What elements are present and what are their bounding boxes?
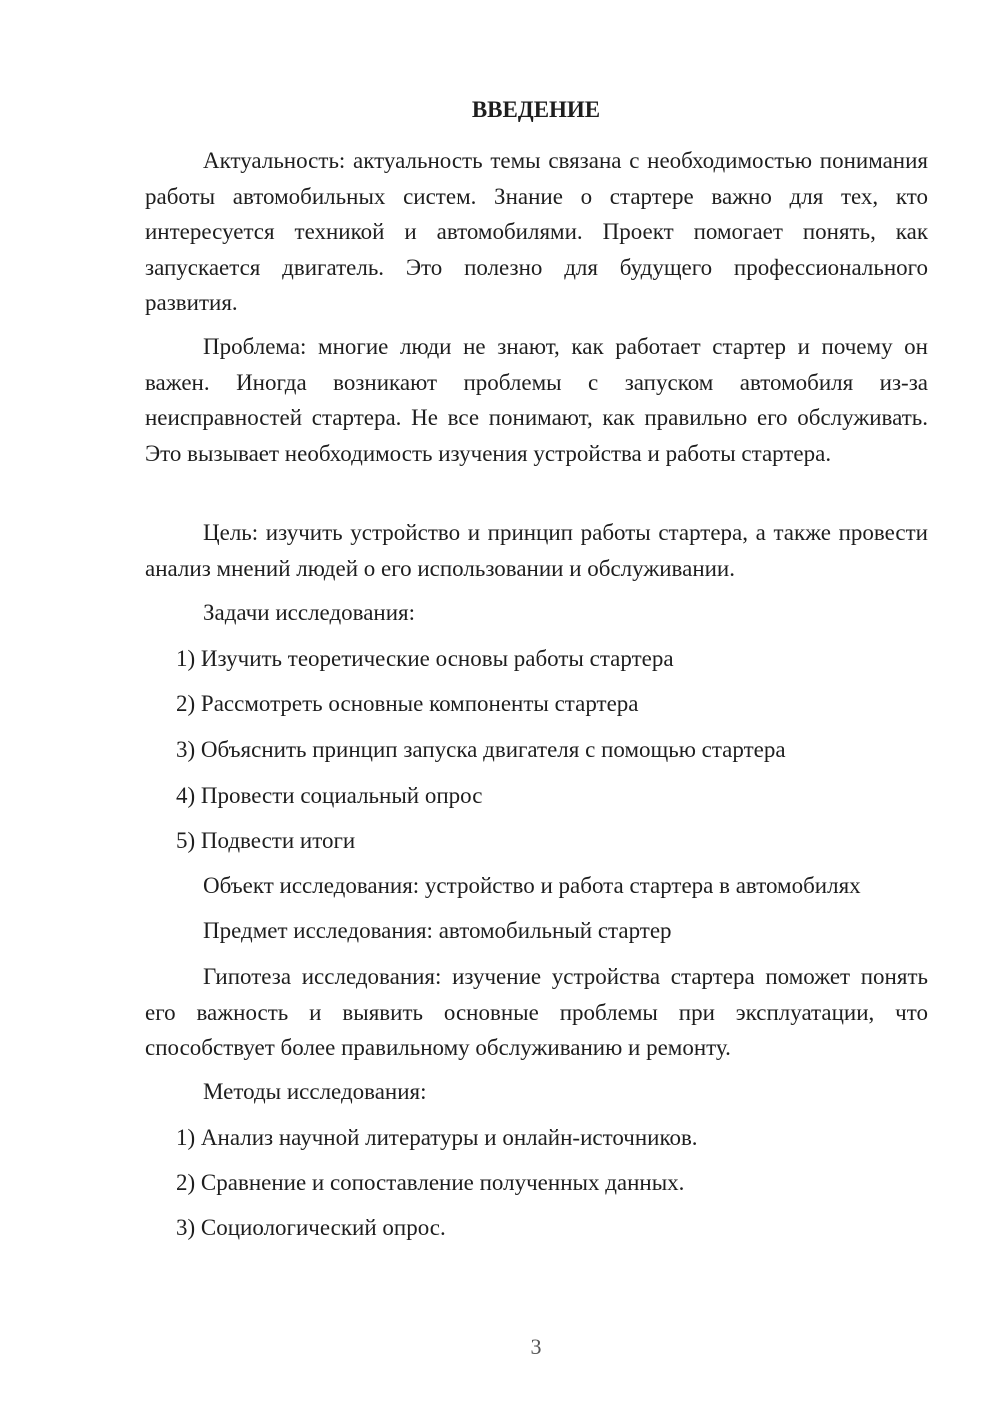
research-subject: Предмет исследования: автомобильный стартер <box>203 918 672 943</box>
task-item-2: 2) Рассмотреть основные компоненты стартера <box>176 691 639 716</box>
task-item-4: 4) Провести социальный опрос <box>176 783 483 808</box>
task-item-3: 3) Объяснить принцип запуска двигателя с помощью стартера <box>176 737 786 762</box>
methods-title: Методы исследования: <box>203 1079 427 1104</box>
task-item-1: 1) Изучить теоретические основы работы стартера <box>176 646 674 671</box>
hypothesis-paragraph: Гипотеза исследования: изучение устройства стартера поможет понять его важность и выявить основные проблемы при эксплуатации, что способствует более правильному обслуживанию и ремонту. <box>145 964 928 1060</box>
page-number: 3 <box>530 1334 542 1359</box>
method-item-3: 3) Социологический опрос. <box>176 1215 446 1240</box>
task-item-5: 5) Подвести итоги <box>176 828 356 853</box>
research-object: Объект исследования: устройство и работа стартера в автомобилях <box>203 873 861 898</box>
tasks-title: Задачи исследования: <box>203 600 416 625</box>
goal-paragraph: Цель: изучить устройство и принцип работы стартера, а также провести анализ мнений людей о его использовании и обслуживании. <box>145 520 928 581</box>
problem-paragraph: Проблема: многие люди не знают, как работает стартер и почему он важен. Иногда возникают проблемы с запуском автомобиля из-за неисправностей стартера. Не все понимают, как правильно его обслуживать. Это вызывает необходимость изучения устройства и работы стартера. <box>145 334 928 466</box>
page-title: ВВЕДЕНИЕ <box>471 97 601 122</box>
method-item-2: 2) Сравнение и сопоставление полученных данных. <box>176 1170 685 1195</box>
method-item-1: 1) Анализ научной литературы и онлайн-источников. <box>176 1125 698 1150</box>
relevance-paragraph: Актуальность: актуальность темы связана с необходимостью понимания работы автомобильных систем. Знание о стартере важно для тех, кто интересуется техникой и автомобилями. Проект помогает понять, как запускается двигатель. Это полезно для будущего профессионального развития. <box>145 148 928 315</box>
